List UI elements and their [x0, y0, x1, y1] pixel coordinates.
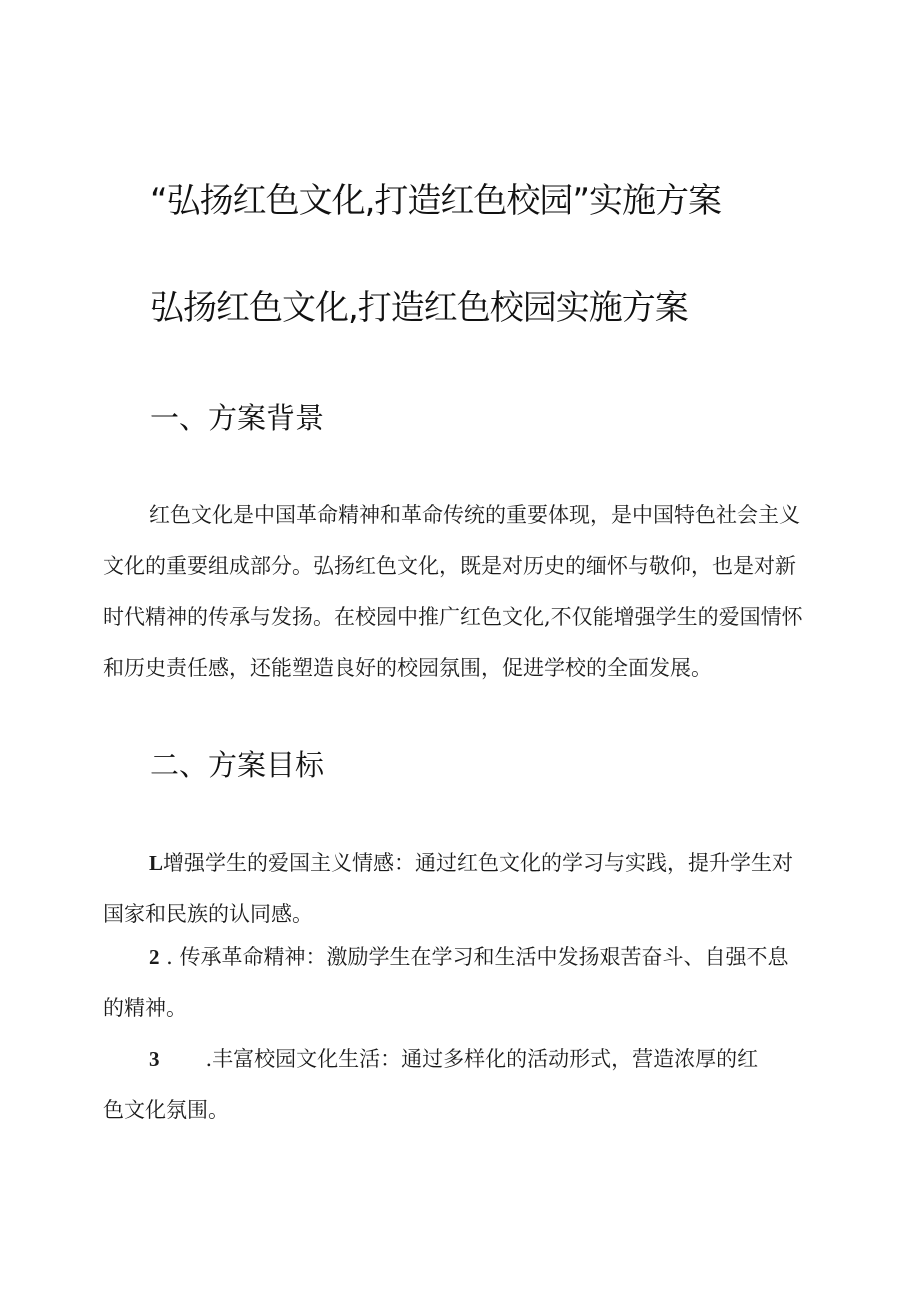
background-paragraph	[103, 490, 823, 694]
section-heading-background: 一、方案背景	[150, 401, 325, 435]
section-heading-goals: 二、方案目标	[150, 748, 325, 782]
goal-number: L	[149, 851, 164, 875]
goal-text: . 传承革命精神：激励学生在学习和生活中发扬艰苦奋斗、自强不息	[159, 945, 789, 969]
goal-line: 国家和民族的认同感。	[103, 902, 313, 926]
goal-item	[103, 932, 823, 1034]
goal-line	[103, 1034, 823, 1085]
paragraph-line: 时代精神的传承与发扬。在校园中推广红色文化,不仅能增强学生的爱国情怀	[103, 605, 803, 629]
goal-line	[103, 932, 823, 983]
paragraph-line: 文化的重要组成部分。弘扬红色文化，既是对历史的缅怀与敬仰，也是对新	[103, 554, 796, 578]
goal-line: 的精神。	[103, 996, 187, 1020]
goal-line: 色文化氛围。	[103, 1098, 229, 1122]
document-title: “弘扬红色文化,打造红色校园”实施方案	[150, 181, 722, 221]
paragraph-line: 和历史责任感，还能塑造良好的校园氛围，促进学校的全面发展。	[103, 656, 712, 680]
document-subtitle: 弘扬红色文化,打造红色校园实施方案	[150, 288, 688, 328]
goal-item	[103, 838, 823, 940]
goal-number: 3	[149, 1047, 160, 1071]
goal-number: 2	[149, 945, 160, 969]
goal-text: .丰富校园文化生活：通过多样化的活动形式，营造浓厚的红	[205, 1047, 759, 1071]
paragraph-line: 红色文化是中国革命精神和革命传统的重要体现，是中国特色社会主义	[149, 503, 800, 527]
goal-text: 增强学生的爱国主义情感：通过红色文化的学习与实践，提升学生对	[163, 851, 794, 875]
goal-line	[103, 838, 823, 889]
goal-item	[103, 1034, 823, 1136]
